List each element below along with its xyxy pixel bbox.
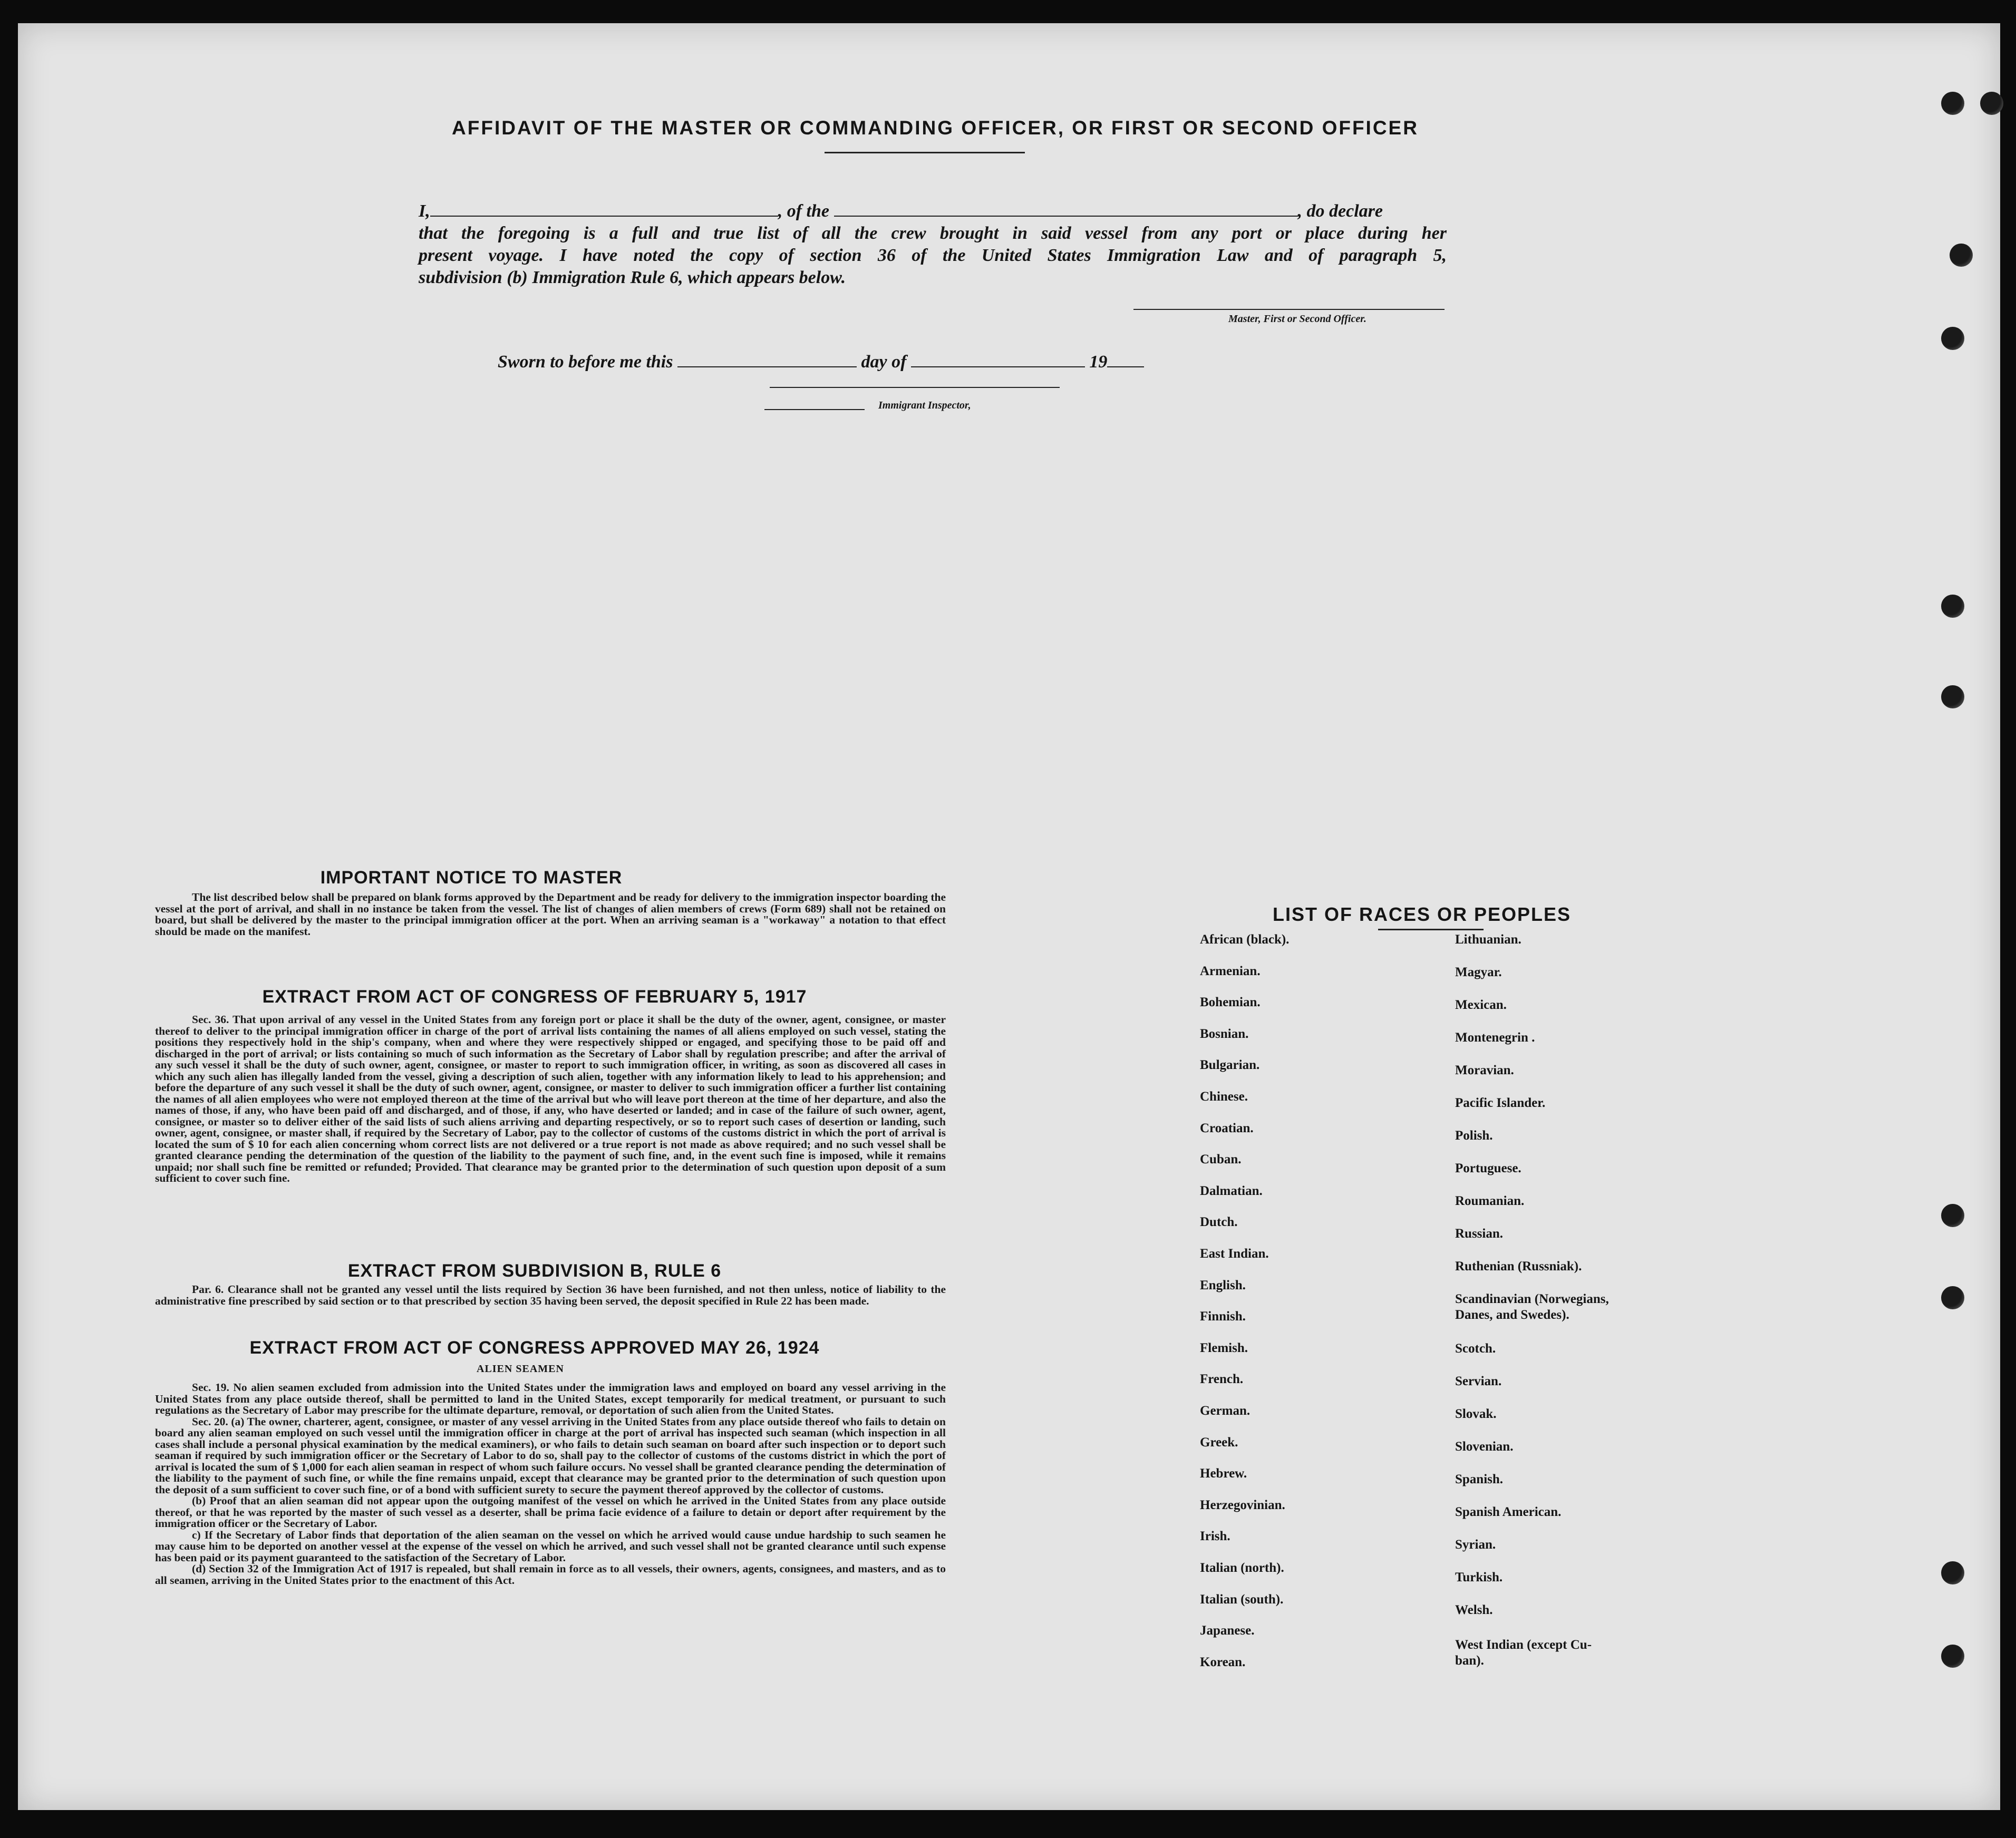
race-item: ban).: [1455, 1654, 1484, 1668]
declarant-name-field[interactable]: [430, 216, 778, 217]
extract-1917-title: EXTRACT FROM ACT OF CONGRESS OF FEBRUARY 5, 1917: [262, 987, 807, 1007]
race-item: Lithuanian.: [1455, 932, 1521, 947]
race-item: Japanese.: [1200, 1623, 1255, 1638]
binder-hole: [1941, 1204, 1964, 1227]
notice-body: The list described below shall be prepared on blank forms approved by the Department and be ready for delivery to the immigration inspector boarding the vessel at the port of arrival, and shall in no instance be taken from the vessel. The list of changes of alien members of crews (Form 689) shall not be retained on board, but shall be delivered by the master to the principal immigration officer at the port. When an arriving seaman is a "workaway" a notation to that effect should be made on the manifest.: [155, 891, 946, 938]
race-item: Chinese.: [1200, 1090, 1248, 1104]
race-item: Mexican.: [1455, 998, 1507, 1012]
race-item: Turkish.: [1455, 1570, 1503, 1584]
binder-hole: [1941, 327, 1964, 350]
rule-6-body: Par. 6. Clearance shall not be granted any vessel until the lists required by Section 36 have been furnished, and not then unless, notice of liability to the administrative fine prescribed by said section or to that prescribed by section 35 having been served, the deposit specified in Rule 22 has been made.: [155, 1283, 946, 1307]
extract-1924-sections: [155, 1382, 946, 1586]
race-item: Herzegovinian.: [1200, 1497, 1285, 1512]
race-item: Montenegrin .: [1455, 1030, 1535, 1045]
form-page: [18, 23, 2000, 1810]
declarant-label: I,: [419, 201, 430, 221]
race-item: Portuguese.: [1455, 1161, 1521, 1175]
binder-hole: [1950, 244, 1973, 267]
sworn-year-field[interactable]: [1107, 366, 1144, 367]
race-item: Scotch.: [1455, 1341, 1496, 1356]
inspector-label: Immigrant Inspector,: [878, 400, 971, 411]
binder-hole: [1941, 1286, 1964, 1309]
race-item: Welsh.: [1455, 1603, 1493, 1617]
race-item: West Indian (except Cu-: [1455, 1638, 1592, 1652]
race-item: Spanish American.: [1455, 1505, 1562, 1519]
race-item: Irish.: [1200, 1529, 1230, 1544]
binder-hole: [1941, 1561, 1964, 1584]
race-item: Bohemian.: [1200, 995, 1261, 1010]
title-underline: [825, 152, 1025, 153]
race-item: Armenian.: [1200, 964, 1261, 978]
race-item: English.: [1200, 1278, 1246, 1292]
declaration-text: [419, 200, 1447, 289]
race-item: Slovak.: [1455, 1407, 1497, 1421]
declaration-line-4: subdivision (b) Immigration Rule 6, which appears below.: [419, 268, 846, 287]
sec-20a-body: Sec. 20. (a) The owner, charterer, agent, consignee, or master of any vessel arriving in the United States from any place outside thereof who fails to detain on board any alien seaman employed on such vessel until the immigration officer in charge at the port of arrival has inspected such seaman (which inspection in all cases shall include a personal physical examination by the medical examiners), or who fails to detain such seaman on board after such inspection or to deport such seaman if required by such immigration officer or the Secretary of Labor to do so, shall pay to the collector of customs of the customs district in which the port of arrival is located the sum of $ 1,000 for each alien seaman in respect of whom such failure occurs. No vessel shall be granted clearance pending the determination of the liability to the payment of such fine, or while the fine remains unpaid, except that clearance may be granted prior to the determination of such question upon the deposit of a sum sufficient to cover such fine, or of a bond with sufficient surety to secure the payment thereof approved by the collector of customs.: [155, 1415, 946, 1496]
extract-1917-text: [155, 1014, 946, 1184]
race-item: French.: [1200, 1372, 1244, 1387]
race-item: Korean.: [1200, 1655, 1246, 1669]
notice-text: [155, 892, 946, 937]
master-signature-line[interactable]: [1133, 309, 1445, 310]
race-item: Scandinavian (Norwegians,: [1455, 1292, 1609, 1306]
race-item: Roumanian.: [1455, 1194, 1525, 1208]
master-signature-label: Master, First or Second Officer.: [1228, 313, 1366, 325]
sec-20c-body: c) If the Secretary of Labor finds that deportation of the alien seaman on the vessel on which he arrived would cause undue hardship to such seamen he may cause him to be deported on another vessel at the expense of the vessel on which he arrived, and such vessel shall not be granted clearance until such expense has been paid or its payment guaranteed to the satisfaction of the Secretary of Labor.: [155, 1528, 946, 1564]
race-item: Slovenian.: [1455, 1440, 1514, 1454]
binder-hole: [1941, 1645, 1964, 1668]
race-item: Servian.: [1455, 1374, 1502, 1388]
extract-1924-title: EXTRACT FROM ACT OF CONGRESS APPROVED MAY 26, 1924: [249, 1338, 820, 1358]
race-item: Italian (north).: [1200, 1561, 1284, 1575]
race-item: Russian.: [1455, 1227, 1504, 1241]
inspector-signature-line[interactable]: [770, 387, 1060, 388]
race-item: Magyar.: [1455, 965, 1502, 979]
races-title-underline: [1378, 929, 1484, 930]
binder-hole: [1941, 92, 1964, 115]
year-prefix: 19: [1089, 352, 1108, 372]
race-item: East Indian.: [1200, 1247, 1269, 1261]
race-item: German.: [1200, 1404, 1251, 1418]
race-item: Spanish.: [1455, 1472, 1504, 1486]
notice-title: IMPORTANT NOTICE TO MASTER: [320, 868, 623, 888]
race-item: Hebrew.: [1200, 1466, 1247, 1481]
race-item: Syrian.: [1455, 1538, 1496, 1552]
race-item: Bosnian.: [1200, 1026, 1249, 1041]
inspector-short-line: [764, 409, 865, 410]
sworn-day-field[interactable]: [677, 366, 857, 367]
vessel-name-field[interactable]: [834, 216, 1298, 217]
race-item: Greek.: [1200, 1435, 1238, 1450]
declaration-line-3: present voyage. I have noted the copy of section 36 of the United States Immigration Law and of paragraph 5,: [419, 246, 1447, 265]
races-title: LIST OF RACES OR PEOPLES: [1273, 903, 1572, 925]
binder-hole: [1980, 92, 2003, 115]
day-of-label: day of: [861, 352, 907, 372]
sec-20b-body: (b) Proof that an alien seaman did not appear upon the outgoing manifest of the vessel on which he arrived in the United States from any place outside thereof, or that he was reported by the master of such vessel as a deserter, shall be prima facie evidence of a failure to detain or deport after requirement by the immigration officer or the Secretary of Labor.: [155, 1494, 946, 1530]
sec-19-body: Sec. 19. No alien seamen excluded from admission into the United States under the immigration laws and employed on board any vessel arriving in the United States from any place outside thereof, shall be permitted to land in the United States, except temporarily for medical treatment, or pursuant to such regulations as the Secretary of Labor may prescribe for the ultimate departure, removal, or deportation of such alien from the United States.: [155, 1381, 946, 1416]
race-item: Dutch.: [1200, 1215, 1238, 1230]
race-item: Finnish.: [1200, 1309, 1246, 1324]
race-item: Croatian.: [1200, 1121, 1254, 1135]
race-item: Bulgarian.: [1200, 1058, 1260, 1073]
of-the-label: , of the: [778, 201, 830, 221]
race-item: Polish.: [1455, 1129, 1493, 1143]
race-item: Cuban.: [1200, 1152, 1242, 1167]
race-item: Danes, and Swedes).: [1455, 1308, 1569, 1322]
sec-20d-body: (d) Section 32 of the Immigration Act of 1917 is repealed, but shall remain in force as to all vessels, their owners, agents, consignees, and masters, and as to all seamen, arriving in the United States prior to the enactment of this Act.: [155, 1562, 946, 1587]
sworn-line: [498, 352, 1144, 372]
race-item: Flemish.: [1200, 1340, 1248, 1355]
do-declare-label: , do declare: [1297, 201, 1383, 221]
race-item: Moravian.: [1455, 1063, 1514, 1077]
binder-hole: [1941, 595, 1964, 618]
binder-hole: [1941, 685, 1964, 708]
rule-6-title: EXTRACT FROM SUBDIVISION B, RULE 6: [347, 1261, 722, 1281]
race-item: Dalmatian.: [1200, 1183, 1263, 1198]
rule-6-text: [155, 1284, 946, 1307]
race-item: Italian (south).: [1200, 1592, 1284, 1607]
sec-36-body: Sec. 36. That upon arrival of any vessel in the United States from any foreign port or place it shall be the duty of the owner, agent, consignee, or master thereof to deliver to the principal immigration officer in charge of the port of arrival lists containing the names of all aliens employed on such vessel, stating the positions they respectively hold in the ship's company, when and where they were respectively shipped or engaged, and specifying those to be paid off and discharged in the port of arrival; or lists containing so much of such information as the Secretary of Labor shall by regulation prescribe; and after the arrival of any such vessel it shall be the duty of such owner, agent, consignee, or master to report to such immigration officer, in writing, as soon as discovered all cases in which any such alien has illegally landed from the vessel, giving a description of such alien, together with any information likely to lead to his apprehension; and before the departure of any such vessel it shall be the duty of such owner, agent, consignee, or master to deliver to such immigration officer a further list containing the names of all alien employees who were not employed thereon at the time of the arrival but who will leave port thereon at the time of her departure, and also the names of those, if any, who have been paid off and discharged, and of those, if any, who have deserted or landed; and in case of the failure of such owner, agent, consignee, or master so to deliver either of the said lists of such aliens arriving and departing respectively, or so to report such cases of desertion or landing, such owner, agent, consignee, or master shall, if required by the Secretary of Labor, pay to the collector of customs of the customs district in which the port of arrival is located the sum of $ 10 for each alien concerning whom correct lists are not delivered or a true report is not made as above required; and no such vessel shall be granted clearance pending the determination of the question of the liability to the payment of such fine, and, in the event such fine is imposed, while it remains unpaid; nor shall such fine be remitted or refunded; Provided. That clearance may be granted prior to the determination of such question upon deposit of a sum sufficient to cover such fine.: [155, 1013, 946, 1184]
affidavit-title: AFFIDAVIT OF THE MASTER OR COMMANDING OFFICER, OR FIRST OR SECOND OFFICER: [452, 117, 1419, 139]
alien-seamen-subtitle: ALIEN SEAMEN: [477, 1363, 564, 1375]
race-item: Pacific Islander.: [1455, 1096, 1546, 1110]
sworn-month-field[interactable]: [911, 366, 1085, 367]
race-item: Ruthenian (Russniak).: [1455, 1259, 1582, 1273]
race-item: African (black).: [1200, 932, 1290, 947]
declaration-line-2: that the foregoing is a full and true list of all the crew brought in said vessel from any port or place during her: [419, 223, 1447, 243]
sworn-prefix: Sworn to before me this: [498, 352, 673, 372]
